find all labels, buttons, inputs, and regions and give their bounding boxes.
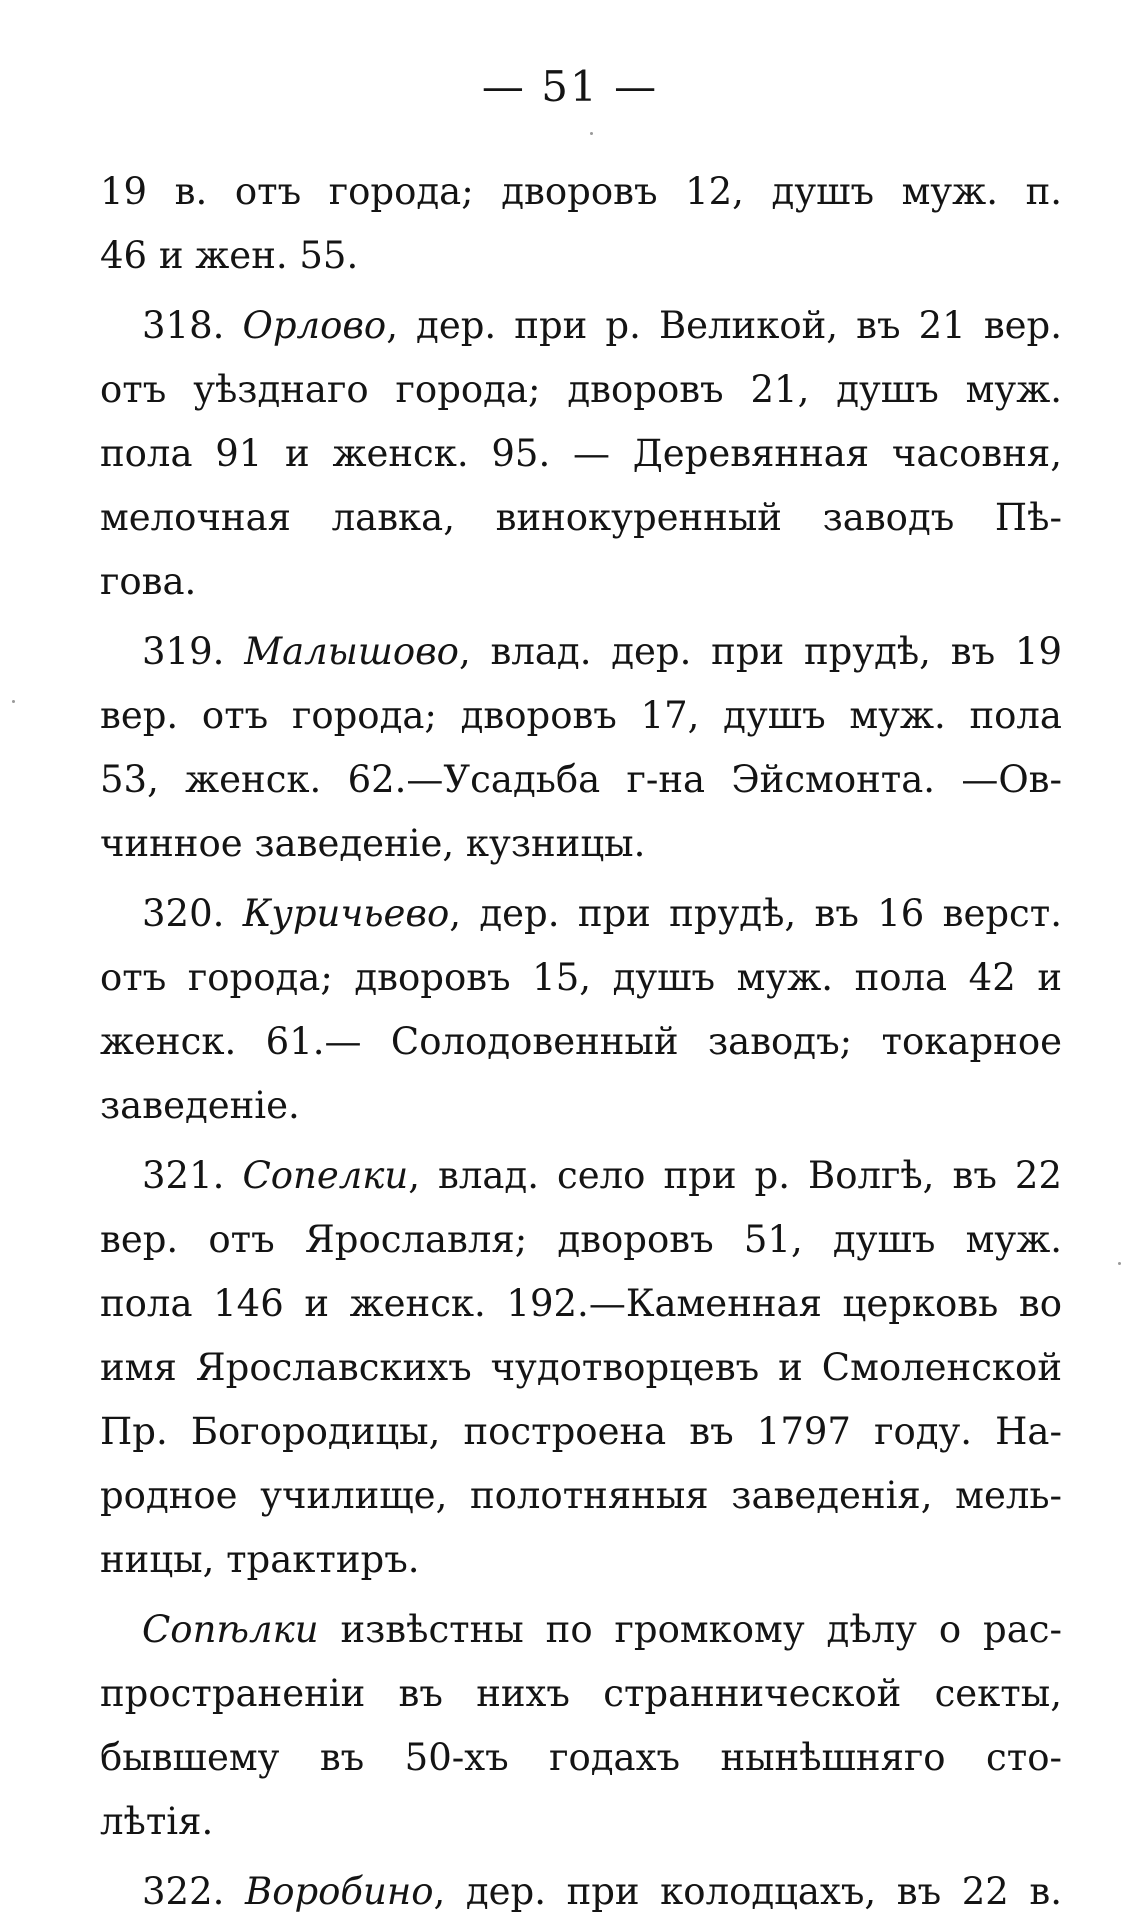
text-line: женск. 61.— Солодовенный заводъ; токарное	[100, 1020, 1062, 1063]
text-line: пространеніи въ нихъ страннической секты,	[100, 1672, 1062, 1715]
text-line: отъ города; дворовъ 15, душъ муж. пола 42 и	[100, 956, 1062, 999]
text-column	[100, 160, 1062, 1930]
place-name: Воробино	[245, 1870, 434, 1913]
text-line: ницы, трактиръ.	[100, 1538, 420, 1581]
entry-first-line	[100, 1598, 1062, 1662]
entry-number: 321.	[142, 1154, 225, 1197]
text-line: вер. отъ города; дворовъ 17, душъ муж. пола	[100, 694, 1062, 737]
text-line: родное училище, полотняныя заведенія, мель-	[100, 1474, 1062, 1517]
text-line: 46 и жен. 55.	[100, 234, 359, 277]
text-line: лѣтія.	[100, 1800, 214, 1843]
entry-320	[100, 882, 1062, 1138]
entry-continuation	[100, 160, 1062, 288]
note-paragraph	[100, 1598, 1062, 1854]
text-line: пола 146 и женск. 192.—Каменная церковь во	[100, 1282, 1062, 1325]
text-fragment: , влад. дер. при прудѣ, въ 19	[458, 630, 1062, 673]
scan-speck	[12, 700, 15, 703]
page-number: — 51 —	[481, 62, 659, 111]
entry-first-line	[100, 620, 1062, 684]
place-name: Сопѣлки	[142, 1608, 319, 1651]
entry-first-line	[100, 1860, 1062, 1924]
entry-318	[100, 294, 1062, 614]
text-line: 19 в. отъ города; дворовъ 12, душъ муж. п.	[100, 170, 1062, 213]
entry-number: 322.	[142, 1870, 225, 1913]
text-line: чинное заведеніе, кузницы.	[100, 822, 646, 865]
entry-322	[100, 1860, 1062, 1924]
text-line: заведеніе.	[100, 1084, 300, 1127]
text-line: гова.	[100, 560, 197, 603]
text-line: пола 91 и женск. 95. — Деревянная часовня,	[100, 432, 1062, 475]
scan-speck	[590, 132, 593, 135]
text-line: бывшему въ 50-хъ годахъ нынѣшняго сто-	[100, 1736, 1062, 1779]
text-fragment: извѣстны по громкому дѣлу о рас-	[318, 1608, 1062, 1651]
place-name: Куричьево	[242, 892, 450, 935]
place-name: Орлово	[242, 304, 387, 347]
text-fragment: , дер. при колодцахъ, въ 22 в.	[433, 1870, 1062, 1913]
text-line: Пр. Богородицы, построена въ 1797 году. На-	[100, 1410, 1062, 1453]
text-line: вер. отъ Ярославля; дворовъ 51, душъ муж.	[100, 1218, 1062, 1261]
text-line: отъ уѣзднаго города; дворовъ 21, душъ муж.	[100, 368, 1062, 411]
entry-321	[100, 1144, 1062, 1592]
place-name: Сопелки	[242, 1154, 409, 1197]
text-fragment: , влад. село при р. Волгѣ, въ 22	[408, 1154, 1062, 1197]
scan-speck	[1118, 1262, 1121, 1265]
place-name: Малышово	[244, 630, 459, 673]
entry-319	[100, 620, 1062, 876]
entry-number: 319.	[142, 630, 225, 673]
entry-first-line	[100, 1144, 1062, 1208]
entry-first-line	[100, 882, 1062, 946]
entry-first-line	[100, 294, 1062, 358]
text-line: имя Ярославскихъ чудотворцевъ и Смоленской	[100, 1346, 1062, 1389]
text-line: 53, женск. 62.—Усадьба г-на Эйсмонта. —Ов-	[100, 758, 1062, 801]
text-line: мелочная лавка, винокуренный заводъ Пѣ-	[100, 496, 1062, 539]
entry-number: 318.	[142, 304, 225, 347]
text-fragment: , дер. при прудѣ, въ 16 верст.	[449, 892, 1063, 935]
text-fragment: , дер. при р. Великой, въ 21 вер.	[386, 304, 1063, 347]
entry-number: 320.	[142, 892, 225, 935]
